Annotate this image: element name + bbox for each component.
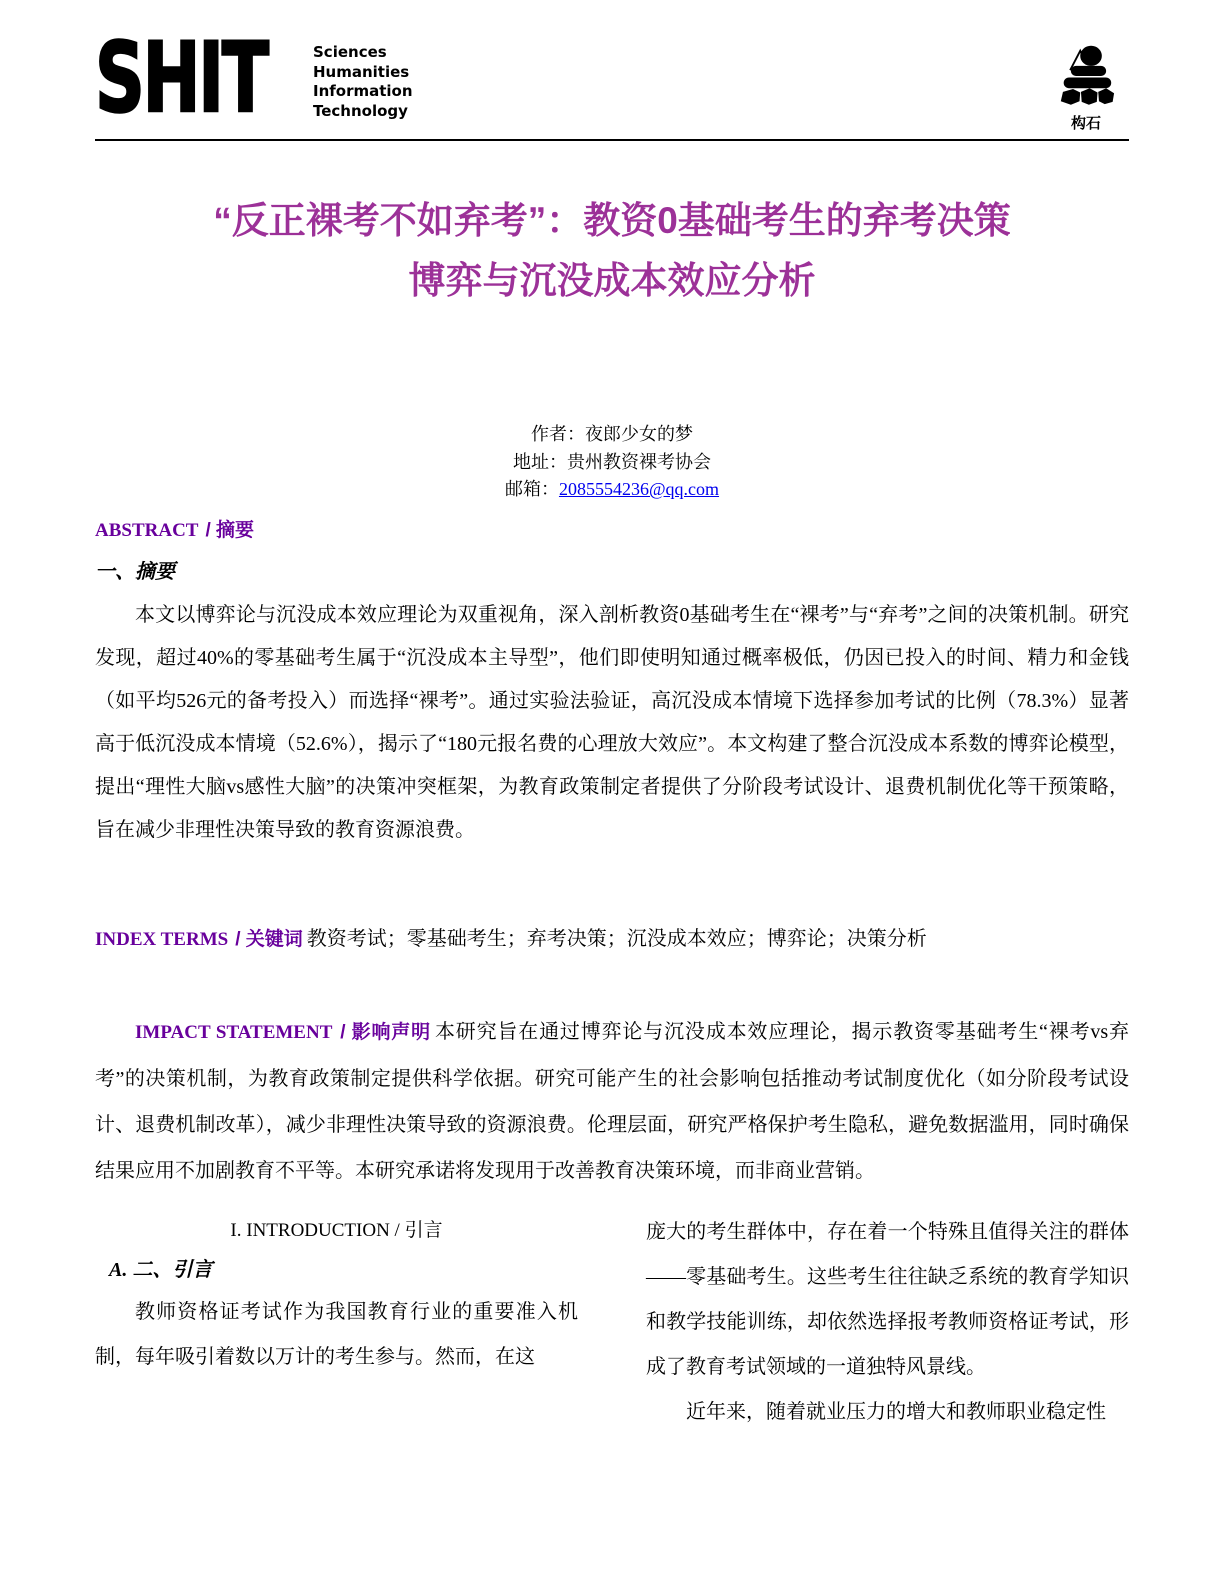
address-label: 地址： — [513, 451, 567, 472]
index-terms-list: 教资考试；零基础考生；弃考决策；沉没成本效应；博弈论；决策分析 — [306, 927, 927, 950]
author-block — [0, 421, 1224, 504]
impact-heading-zh: / 影响声明 — [340, 1021, 431, 1043]
journal-logo — [95, 22, 301, 134]
article-title-line1: “反正裸考不如弃考”：教资0基础考生的弃考决策 — [213, 200, 1011, 241]
introduction-heading: I. INTRODUCTION / 引言 — [230, 1219, 443, 1241]
address-value: 贵州教资裸考协会 — [567, 451, 711, 472]
journal-header — [95, 22, 1129, 134]
impact-statement — [95, 1009, 1129, 1194]
publisher-logo — [1043, 42, 1129, 132]
index-terms-row — [95, 924, 1129, 955]
abstract-heading-en: ABSTRACT — [95, 519, 199, 541]
email-line — [0, 476, 1224, 504]
article-title-line2: 博弈与沉没成本效应分析 — [408, 260, 816, 301]
header-divider — [95, 139, 1129, 141]
journal-logo-text: SHIT — [95, 22, 267, 134]
email-link[interactable]: 2085554236@qq.com — [558, 479, 720, 499]
impact-heading-en: IMPACT STATEMENT — [135, 1021, 333, 1043]
abstract-heading — [95, 518, 1129, 544]
author-line — [0, 421, 1224, 449]
intro-column-right — [646, 1210, 1129, 1435]
publisher-logo-label: 构石 — [1070, 114, 1101, 132]
intro-column-left — [95, 1210, 578, 1435]
abstract-subheading: 一、摘要 — [95, 560, 175, 583]
index-terms-heading-en: INDEX TERMS — [95, 928, 229, 950]
introduction-section — [95, 1210, 1129, 1435]
intro-paragraph-right-1: 庞大的考生群体中，存在着一个特殊且值得关注的群体——零基础考生。这些考生往往缺乏系统的教育学知识和教学技能训练，却依然选择报考教师资格证考试，形成了教育考试领域的一道独特风景线。 — [646, 1220, 1129, 1378]
intro-paragraph-right-2: 近年来，随着就业压力的增大和教师职业稳定性 — [686, 1400, 1106, 1423]
journal-logo-subtitle — [313, 42, 413, 121]
author-name: 夜郎少女的梦 — [585, 424, 693, 444]
logo-subtitle-line: Information — [313, 82, 413, 100]
introduction-subheading: A. 二、引言 — [109, 1258, 213, 1281]
impact-text: 本研究旨在通过博弈论与沉没成本效应理论，揭示教资零基础考生“裸考vs弃考”的决策机制，为教育政策制定提供科学依据。研究可能产生的社会影响包括推动考试制度优化（如分阶段考试设计、退费机制改革），减少非理性决策导致的资源浪费。伦理层面，研究严格保护考生隐私，避免数据滥用，同时确保结果应用不加剧教育不平等。本研究承诺将发现用于改善教育决策环境，而非商业营销。 — [95, 1020, 1130, 1182]
abstract-text: 本文以博弈论与沉没成本效应理论为双重视角，深入剖析教资0基础考生在“裸考”与“弃考”之间的决策机制。研究发现，超过40%的零基础考生属于“沉没成本主导型”，他们即使明知通过概率极低，仍因已投入的时间、精力和金钱（如平均526元的备考投入）而选择“裸考”。通过实验法验证，高沉没成本情境下选择参加考试的比例（78.3%）显著高于低沉没成本情境（52.6%），揭示了“180元报名费的心理放大效应”。本文构建了整合沉没成本系数的博弈论模型，提出“理性大脑vs感性大脑”的决策冲突框架，为教育政策制定者提供了分阶段考试设计、退费机制优化等干预策略，旨在减少非理性决策导致的教育资源浪费。 — [95, 603, 1129, 841]
abstract-heading-zh: / 摘要 — [205, 519, 255, 541]
logo-subtitle-line: Humanities — [313, 62, 410, 81]
article-body — [95, 518, 1129, 1435]
intro-paragraph-left: 教师资格证考试作为我国教育行业的重要准入机制，每年吸引着数以万计的考生参与。然而，在这 — [95, 1300, 578, 1368]
index-terms-heading-zh: / 关键词 — [235, 928, 303, 950]
logo-subtitle-line: Sciences — [313, 43, 387, 61]
email-label: 邮箱： — [504, 479, 559, 499]
article-title — [70, 191, 1154, 311]
address-line — [0, 449, 1224, 477]
rock-cairn-icon — [1050, 44, 1122, 108]
logo-subtitle-line: Technology — [313, 101, 408, 120]
author-label: 作者： — [531, 424, 585, 444]
